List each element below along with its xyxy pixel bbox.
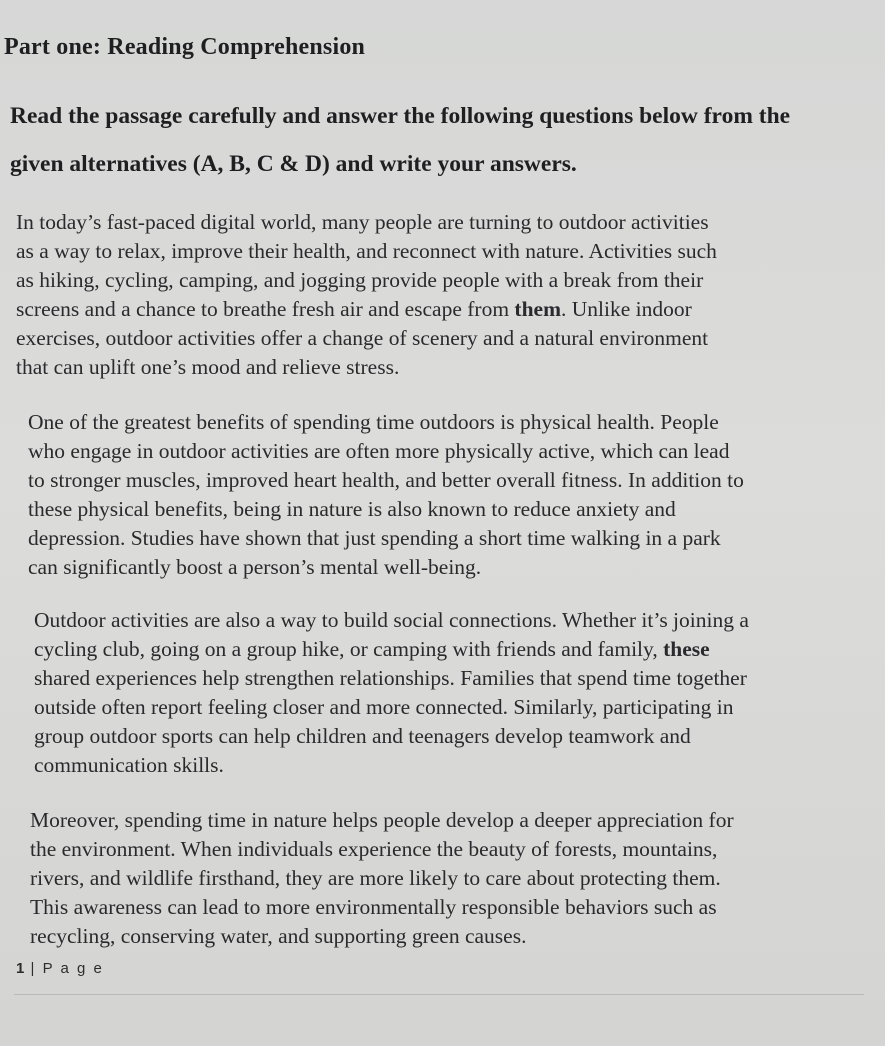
passage-line: exercises, outdoor activities offer a change of scenery and a natural environment: [16, 326, 709, 350]
instructions: [10, 92, 870, 188]
passage-line: as hiking, cycling, camping, and jogging provide people with a break from their: [16, 268, 704, 292]
instruction-line: Read the passage carefully and answer the following questions below from the: [10, 103, 791, 129]
passage-text: cycling club, going on a group hike, or camping with friends and family,: [34, 637, 664, 661]
passage-paragraph-2: [28, 408, 744, 582]
passage-paragraph-3: [34, 606, 749, 780]
passage-line: communication skills.: [34, 753, 224, 777]
passage-line: as a way to relax, improve their health, and reconnect with nature. Activities such: [16, 239, 717, 263]
passage-paragraph-4: [30, 806, 734, 951]
emphasized-word: these: [663, 637, 710, 661]
emphasized-word: them: [514, 297, 561, 321]
passage-line: One of the greatest benefits of spending time outdoors is physical health. People: [28, 410, 719, 434]
passage-line: can significantly boost a person’s mental well-being.: [28, 555, 482, 579]
passage-line: [34, 635, 749, 664]
passage-line: depression. Studies have shown that just spending a short time walking in a park: [28, 526, 721, 550]
passage-line: shared experiences help strengthen relationships. Families that spend time together: [34, 666, 747, 690]
passage-line: rivers, and wildlife firsthand, they are more likely to care about protecting them.: [30, 866, 721, 890]
passage-line: the environment. When individuals experience the beauty of forests, mountains,: [30, 837, 718, 861]
footer-divider: [14, 994, 864, 995]
passage-line: In today’s fast-paced digital world, many people are turning to outdoor activities: [16, 210, 709, 234]
passage-line: group outdoor sports can help children and teenagers develop teamwork and: [34, 724, 691, 748]
page-footer: [16, 960, 104, 977]
passage-line: recycling, conserving water, and supporting green causes.: [30, 924, 527, 948]
passage-text: screens and a chance to breathe fresh air and escape from: [16, 297, 515, 321]
passage-line: [16, 295, 717, 324]
passage-line: these physical benefits, being in nature is also known to reduce anxiety and: [28, 497, 676, 521]
passage-line: who engage in outdoor activities are often more physically active, which can lead: [28, 439, 730, 463]
passage-text: . Unlike indoor: [561, 297, 692, 321]
section-title: Part one: Reading Comprehension: [4, 34, 366, 60]
page-label: P a g e: [42, 960, 104, 977]
passage-paragraph-1: [16, 208, 717, 382]
passage-line: that can uplift one’s mood and relieve stress.: [16, 355, 400, 379]
passage-line: outside often report feeling closer and more connected. Similarly, participating in: [34, 695, 734, 719]
passage-line: Moreover, spending time in nature helps people develop a deeper appreciation for: [30, 808, 734, 832]
passage-line: to stronger muscles, improved heart health, and better overall fitness. In addition to: [28, 468, 744, 492]
passage-line: Outdoor activities are also a way to build social connections. Whether it’s joining a: [34, 608, 749, 632]
page-number: 1: [16, 960, 25, 977]
footer-separator: |: [24, 960, 43, 977]
instruction-line: given alternatives (A, B, C & D) and write your answers.: [10, 151, 577, 177]
passage-line: This awareness can lead to more environmentally responsible behaviors such as: [30, 895, 717, 919]
